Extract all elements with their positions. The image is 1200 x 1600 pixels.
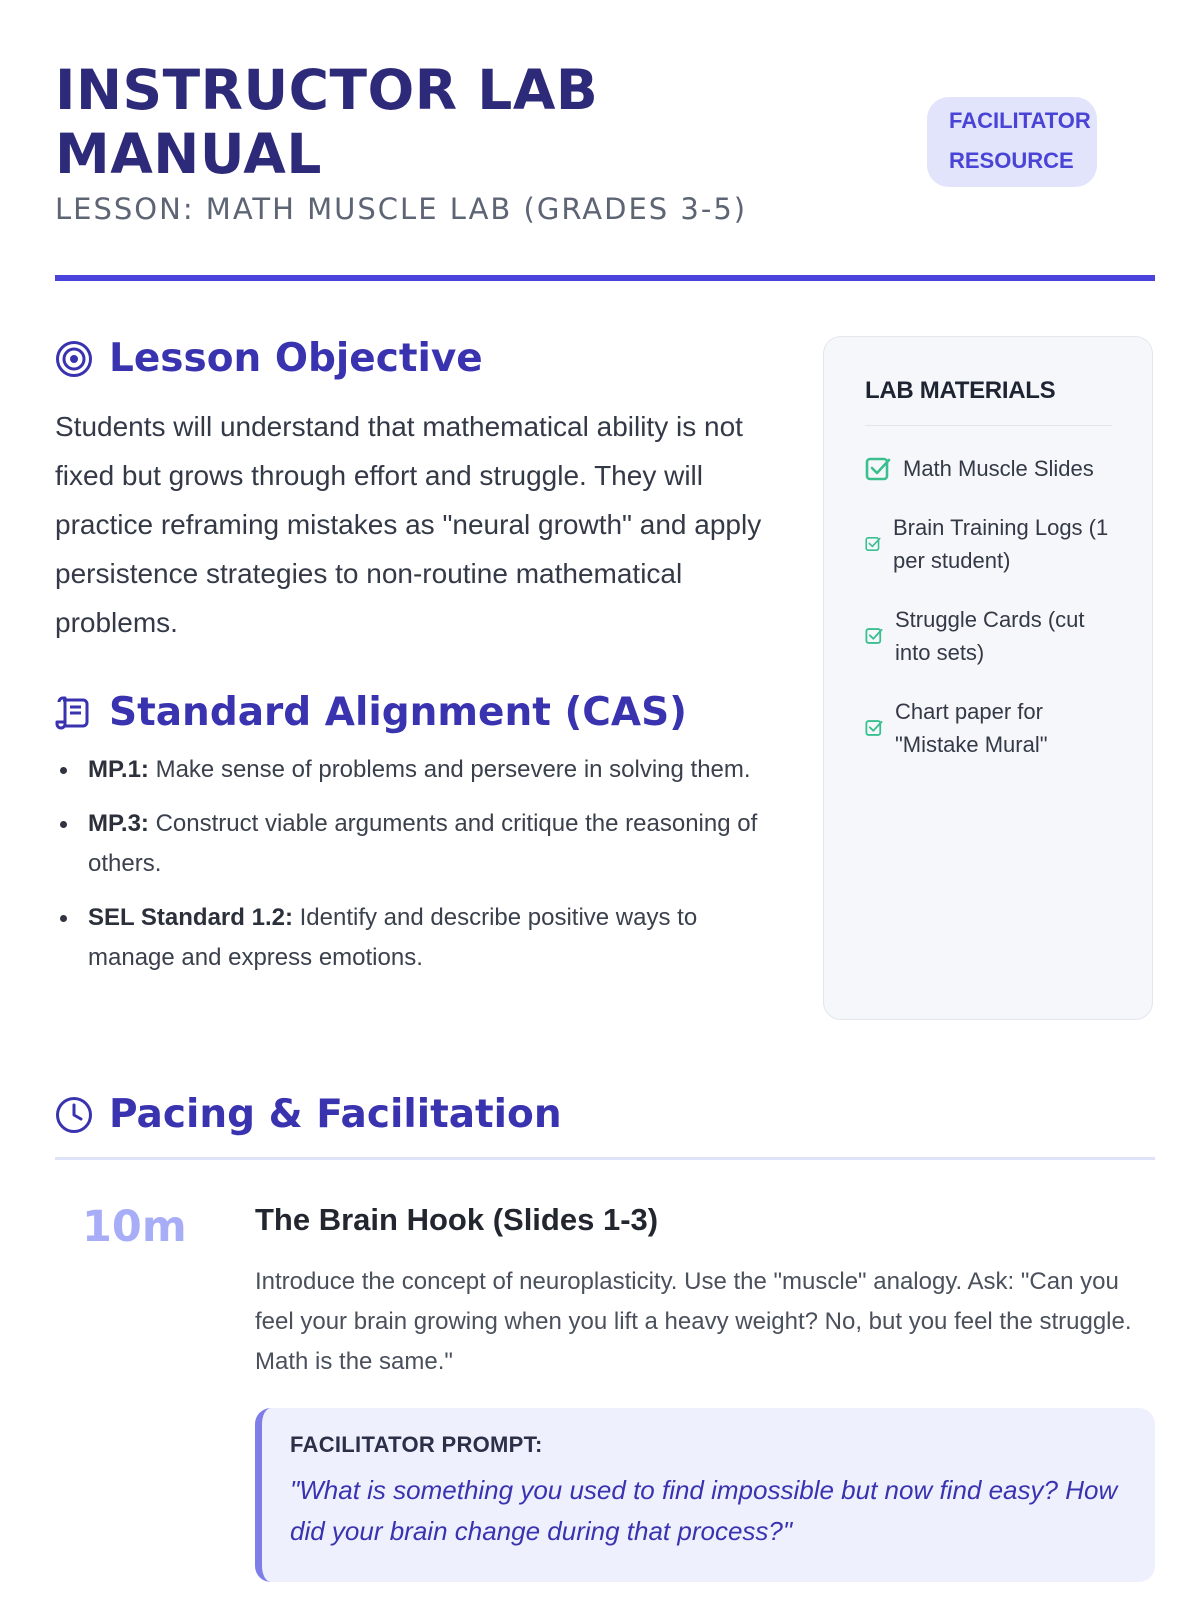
checkbox-icon	[865, 456, 891, 482]
material-label: Math Muscle Slides	[903, 456, 1094, 481]
material-label: Chart paper for "Mistake Mural"	[895, 699, 1048, 757]
step-description: Introduce the concept of neuroplasticity. Use the "muscle" analogy. Ask: "Can you feel your brain growing when you lift a heavy weight? No, but you feel the struggle. Math is the same."	[255, 1268, 1132, 1375]
clock-icon	[55, 1096, 93, 1134]
standards-heading	[55, 690, 687, 735]
pacing-heading	[55, 1092, 562, 1137]
standard-code: MP.1:	[88, 756, 149, 783]
standards-list	[88, 750, 778, 992]
facilitator-prompt-box	[255, 1408, 1155, 1582]
materials-heading: LAB MATERIALS	[865, 377, 1112, 426]
material-item	[865, 603, 1112, 669]
standard-text: Construct viable arguments and critique the reasoning of others.	[88, 810, 758, 877]
material-label: Struggle Cards (cut into sets)	[895, 607, 1085, 665]
standards-heading-label: Standard Alignment (CAS)	[109, 690, 687, 735]
standard-code: SEL Standard 1.2:	[88, 904, 293, 931]
step-duration: 10m	[82, 1202, 187, 1252]
facilitator-badge: FACILITATOR RESOURCE	[927, 97, 1097, 187]
scroll-icon	[55, 694, 93, 732]
objective-heading-label: Lesson Objective	[109, 336, 483, 381]
standard-text: Make sense of problems and persevere in solving them.	[148, 756, 751, 783]
standard-code: MP.3:	[88, 810, 149, 837]
lesson-subtitle: LESSON: MATH MUSCLE LAB (GRADES 3-5)	[55, 192, 748, 226]
checkbox-icon	[865, 627, 883, 645]
page-title: INSTRUCTOR LAB MANUAL	[55, 58, 599, 186]
standard-item	[88, 804, 778, 884]
standard-item	[88, 750, 778, 790]
material-item	[865, 511, 1112, 577]
material-label: Brain Training Logs (1 per student)	[893, 515, 1109, 573]
lab-materials-panel	[823, 336, 1153, 1020]
prompt-text: "What is something you used to find impossible but now find easy? How did your brain change during that process?"	[290, 1475, 1118, 1546]
pacing-divider	[55, 1157, 1155, 1160]
prompt-label: FACILITATOR PROMPT:	[290, 1432, 543, 1457]
checkbox-icon	[865, 536, 881, 552]
standard-text: Identify and describe positive ways to manage and express emotions.	[88, 904, 698, 971]
material-item	[865, 452, 1112, 485]
pacing-heading-label: Pacing & Facilitation	[109, 1092, 562, 1137]
material-item	[865, 695, 1112, 761]
header-divider	[55, 275, 1155, 281]
checkbox-icon	[865, 719, 883, 737]
step-title: The Brain Hook (Slides 1-3)	[255, 1202, 659, 1237]
objective-text: Students will understand that mathematical ability is not fixed but grows through effort and struggle. They will practice reframing mistakes as "neural growth" and apply persistence strategies to non-routine mathematical problems.	[55, 411, 762, 638]
target-icon	[55, 340, 93, 378]
objective-heading	[55, 336, 483, 381]
standard-item	[88, 898, 778, 978]
